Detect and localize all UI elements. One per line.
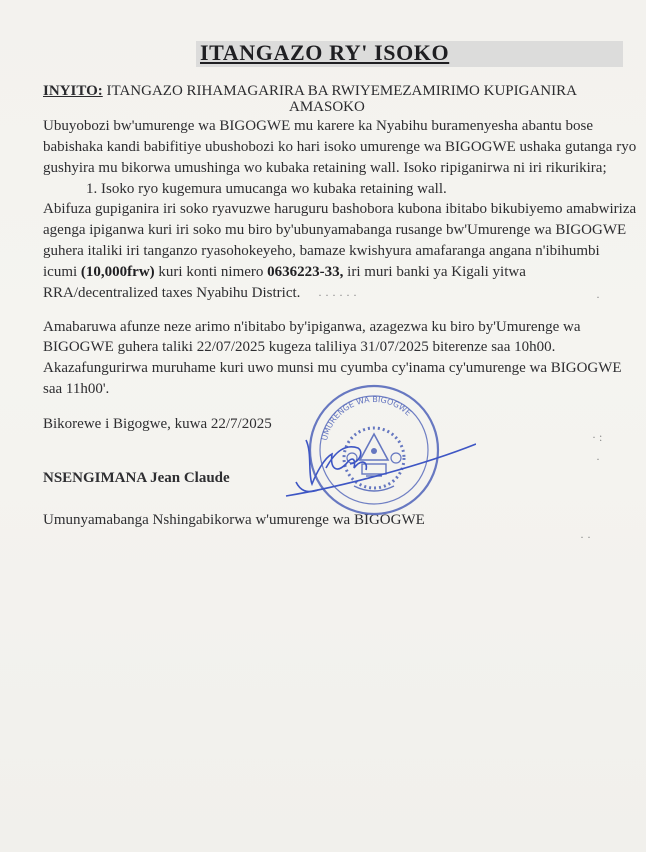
para2-line-4-a: icumi [43, 264, 81, 280]
signer-title: Umunyamabanga Nshingabikorwa w'umurenge wa BIGOGWE [43, 512, 425, 528]
para3-line-1: Amabaruwa afunze neze arimo n'ibitabo by'ipiganwa, azagezwa ku biro by'Umurenge wa [43, 319, 581, 335]
para2-line-4-c: iri muri banki ya Kigali yitwa [343, 264, 526, 280]
signer-name: NSENGIMANA Jean Claude [43, 470, 230, 486]
para2-line-4-b: kuri konti nimero [154, 264, 268, 280]
scan-marks: · · · · · · [318, 288, 357, 302]
official-stamp [266, 378, 476, 528]
svg-text:UMURENGE WA BIGOGWE [320, 395, 413, 442]
para3-line-4: saa 11h00'. [43, 381, 110, 397]
subject-label: INYITO: [43, 83, 103, 99]
para1-line-3: gushyira mu bikorwa umushinga wo kubaka retaining wall. Isoko ripiganirwa ni iri rikurikira; [43, 160, 607, 176]
para2-line-2: agenga ipiganwa kuri iri soko mu biro by'ubunyamabanga rusange bw'Umurenge wa BIGOGWE [43, 222, 627, 238]
scan-marks-5: · · [580, 530, 591, 544]
para3-line-2: BIGOGWE guhera taliki 22/07/2025 kugeza taliliya 31/07/2025 biterenze saa 10h00. [43, 339, 556, 355]
para2-line-5: RRA/decentralized taxes Nyabihu District. [43, 285, 301, 301]
para2-line-3: guhera italiki iri tanganzo ryasohokeyeho, bamaze kwishyura amafaranga angana n'ibihumbi [43, 243, 600, 259]
para2-line-1: Abifuza gupiganira iri soko ryavuzwe haruguru bashobora kubona ibitabo bikubiyemo amabwiriza [43, 201, 637, 217]
para3-line-3: Akazafungurirwa muruhame kuri uwo munsi mu cyumba cy'inama cy'umurenge wa BIGOGWE [43, 360, 622, 376]
subject-text-continued: AMASOKO [289, 99, 365, 115]
para2-line-4 [43, 263, 623, 282]
scan-marks-2: · [596, 290, 600, 304]
account-number: 0636223-33, [267, 264, 344, 280]
para1-line-2: babishaka kandi babifitiye ubushobozi ko hari isoko umurenge wa BIGOGWE ushaka gutanga ryo [43, 139, 637, 155]
scan-marks-3: · : [592, 430, 603, 444]
stamp-text: UMURENGE WA BIGOGWE [319, 394, 413, 442]
place-date: Bikorewe i Bigogwe, kuwa 22/7/2025 [43, 416, 272, 432]
document-title: ITANGAZO RY' ISOKO [200, 40, 450, 65]
scan-marks-4: · [596, 452, 600, 466]
list-item-1: 1. Isoko ryo kugemura umucanga wo kubaka retaining wall. [86, 181, 447, 197]
para1-line-1: Ubuyobozi bw'umurenge wa BIGOGWE mu karere ka Nyabihu buramenyesha abantu bose [43, 118, 594, 134]
subject-text: ITANGAZO RIHAMAGARIRA BA RWIYEMEZAMIRIMO KUPIGANIRA [106, 83, 577, 99]
amount: (10,000frw) [80, 264, 155, 280]
